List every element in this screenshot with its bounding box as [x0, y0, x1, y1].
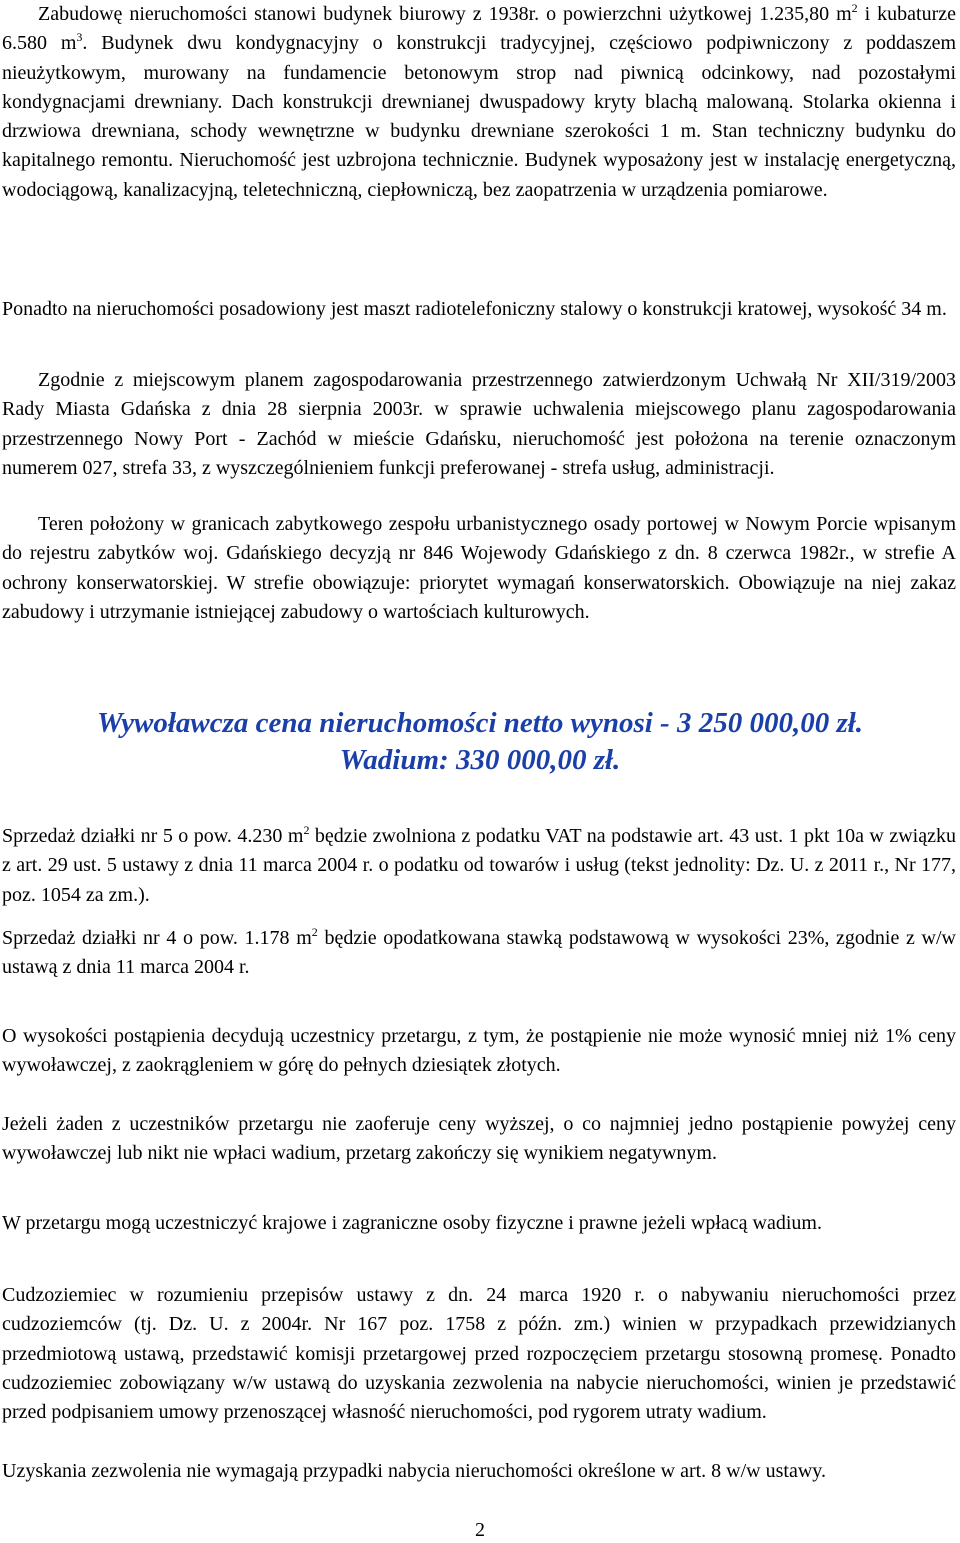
- text-run: Sprzedaż działki nr 4 o pow. 1.178 m: [2, 927, 312, 949]
- heritage-zone-paragraph: Teren położony w granicach zabytkowego zespołu urbanistycznego osady portowej w Nowym Porcie wpisanym do rejestru zabytków woj. Gdańskiego decyzją nr 846 Wojewody Gdańskiego z dn. 8 czerwca 1982r., w strefie A ochrony konserwatorskiej. W strefie obowiązuje: priorytet wymagań konserwatorskich. Obowiązuje na niej zakaz zabudowy i utrzymanie istniejącej zabudowy o wartościach kulturowych.: [2, 513, 956, 623]
- superscript: 3: [76, 30, 83, 45]
- text-run: . Budynek dwu kondygnacyjny o konstrukcji tradycyjnej, częściowo podpiwniczony z poddaszem nieużytkowym, murowany na fundamencie betonowym strop nad piwnicą odcinkowy, nad pozostałymi kondygnacjami drewniany. Dach konstrukcji drewnianej dwuspadowy kryty blachą malowaną. Stolarka okienna i drzwiowa drewniana, schody wewnętrzne w budynku drewniane szerokości 1 m. Stan techniczny budynku do kapitalnego remontu. Nieruchomość jest uzbrojona technicznie. Budynek wyposażony jest w instalację energetyczną, wodociągową, kanalizacyjną, teletechniczną, ciepłowniczą, bez zaopatrzenia w urządzenia pomiarowe.: [2, 32, 957, 201]
- deposit-heading: Wadium: 330 000,00 zł.: [339, 744, 621, 776]
- foreigner-paragraph: Cudzoziemiec w rozumieniu przepisów ustawy z dn. 24 marca 1920 r. o nabywaniu nieruchomości przez cudzoziemców (tj. Dz. U. z 2004r. Nr 167 poz. 1758 z późn. zm.) winien w przypadkach przewidzianych przedmiotową ustawą, przedstawić komisji przetargowej przed rozpoczęciem przetargu stosowną promesę. Ponadto cudzoziemiec zobowiązany w/w ustawą do uzyskania zezwolenia na nabycie nieruchomości, winien je przedstawić przed podpisaniem umowy przenoszącej własność nieruchomości, pod rygorem utraty wadium.: [2, 1284, 956, 1424]
- negative-result-paragraph: Jeżeli żaden z uczestników przetargu nie zaoferuje ceny wyższej, o co najmniej jedno postąpienie powyżej ceny wywoławczej lub nikt nie wpłaci wadium, przetarg zakończy się wynikiem negatywnym.: [2, 1113, 956, 1165]
- vat-taxed-paragraph: [2, 924, 956, 983]
- text-run: Sprzedaż działki nr 5 o pow. 4.230 m: [2, 825, 304, 847]
- superscript: 2: [311, 925, 318, 939]
- permit-exemption-paragraph: Uzyskania zezwolenia nie wymagają przypadki nabycia nieruchomości określone w art. 8 w/w ustawy.: [2, 1460, 826, 1482]
- bid-increment-paragraph: O wysokości postąpienia decydują uczestnicy przetargu, z tym, że postąpienie nie może wynosić mniej niż 1% ceny wywoławczej, z zaokrągleniem w górę do pełnych dziesiątek złotych.: [2, 1025, 956, 1077]
- superscript: 2: [303, 823, 310, 837]
- text-run: i kubaturze 6.580 m: [2, 3, 957, 55]
- superscript: 2: [851, 1, 858, 15]
- mast-paragraph: Ponadto na nieruchomości posadowiony jest maszt radiotelefoniczny stalowy o konstrukcji kratowej, wysokość 34 m.: [2, 298, 947, 320]
- text-run: będzie zwolniona z podatku VAT na podstawie art. 43 ust. 1 pkt 10a w związku z art. 29 ust. 5 ustawy z dnia 11 marca 2004 r. o podatku od towarów i usług (tekst jednolity: Dz. U. z 2011 r., Nr 177, poz. 1054 za zm.).: [2, 825, 956, 906]
- page-number: 2: [475, 1519, 485, 1541]
- text-run: będzie opodatkowana stawką podstawową w wysokości 23%, zgodnie z w/w ustawą z dnia 11 marca 2004 r.: [2, 927, 957, 979]
- eligibility-paragraph: W przetargu mogą uczestniczyć krajowe i zagraniczne osoby fizyczne i prawne jeżeli wpłacą wadium.: [2, 1212, 822, 1234]
- text-run: Zabudowę nieruchomości stanowi budynek biurowy z 1938r. o powierzchni użytkowej 1.235,80 m: [38, 3, 852, 25]
- starting-price-heading: Wywoławcza cena nieruchomości netto wynosi - 3 250 000,00 zł.: [96, 707, 864, 739]
- building-description-paragraph: [2, 0, 956, 205]
- zoning-plan-paragraph: Zgodnie z miejscowym planem zagospodarowania przestrzennego zatwierdzonym Uchwałą Nr XII/319/2003 Rady Miasta Gdańska z dnia 28 sierpnia 2003r. w sprawie uchwalenia miejscowego planu zagospodarowania przestrzennego Nowy Port - Zachód w mieście Gdańsku, nieruchomość jest położona na terenie oznaczonym numerem 027, strefa 33, z wyszczególnieniem funkcji preferowanej - strefa usług, administracji.: [2, 369, 956, 479]
- vat-exemption-paragraph: [2, 822, 956, 910]
